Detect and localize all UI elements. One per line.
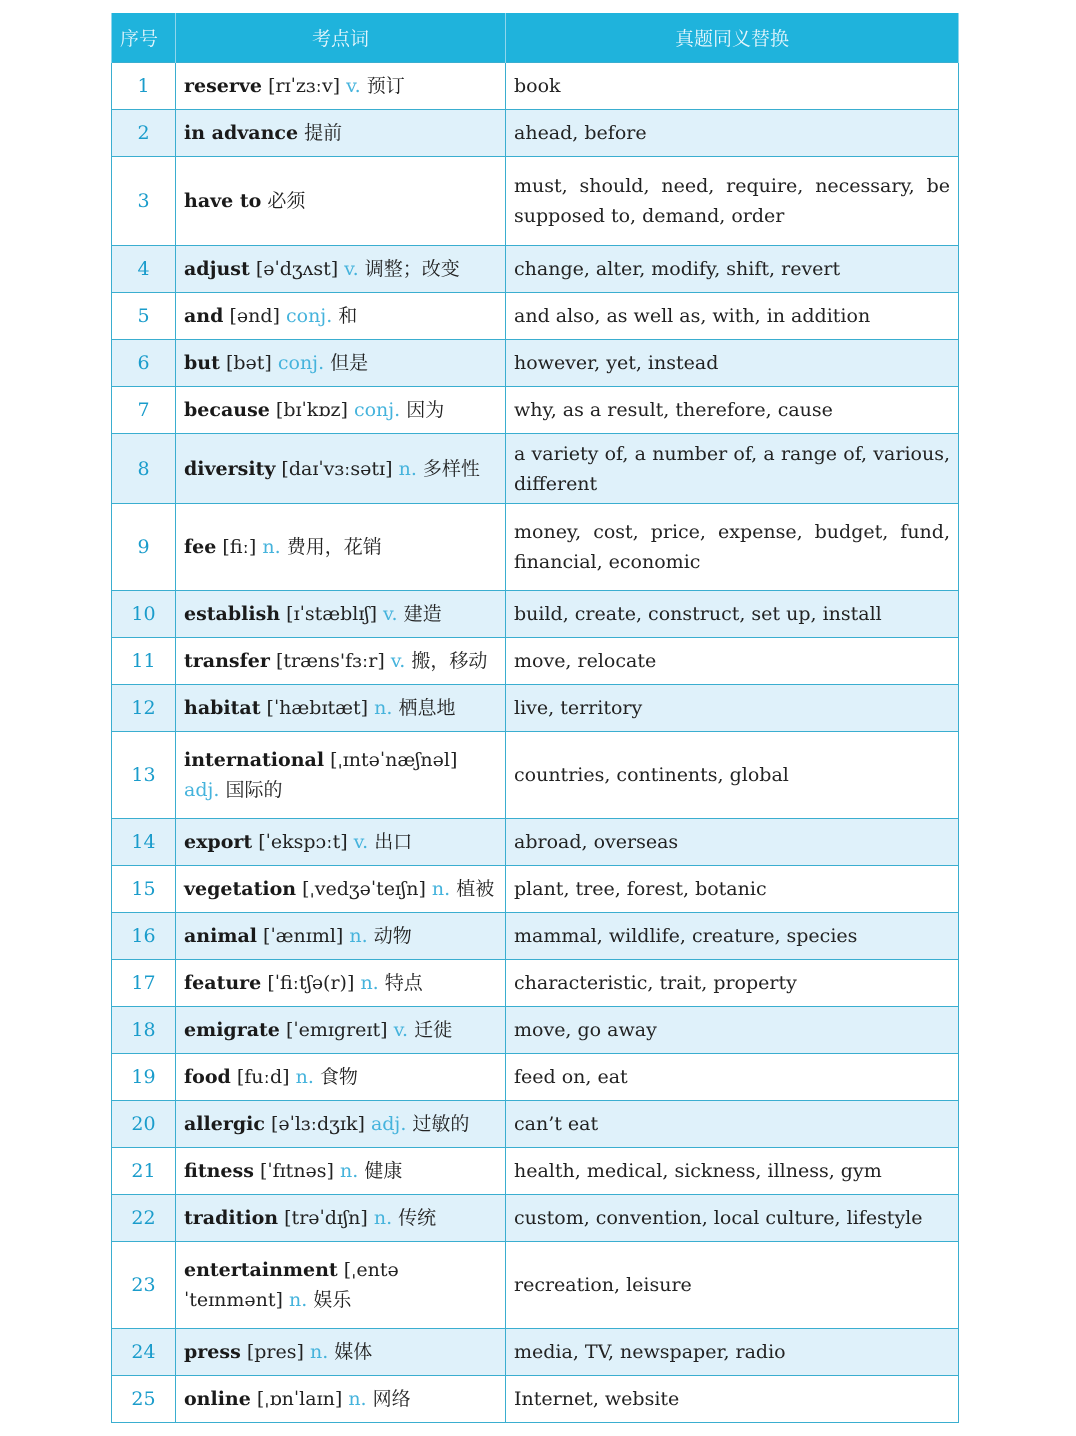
phonetic: [ənd] (229, 305, 280, 327)
keyword-cell (176, 638, 506, 685)
row-number: 6 (112, 340, 176, 387)
keyword: diversity (184, 457, 276, 480)
table-row (112, 866, 959, 913)
synonyms-cell: book (506, 63, 959, 110)
keyword-cell (176, 110, 506, 157)
synonyms-cell: countries, continents, global (506, 732, 959, 819)
synonyms-cell: mammal, wildlife, creature, species (506, 913, 959, 960)
table-row (112, 638, 959, 685)
row-number: 11 (112, 638, 176, 685)
part-of-speech: v. (383, 603, 398, 625)
phonetic: [ˌɒnˈlaɪn] (256, 1388, 343, 1410)
row-number: 24 (112, 1329, 176, 1376)
phonetic: [ˌentəˈteɪnmənt] (184, 1259, 399, 1311)
row-number: 12 (112, 685, 176, 732)
part-of-speech: n. (262, 536, 281, 558)
chinese-meaning: 特点 (384, 972, 423, 994)
keyword-cell (176, 1007, 506, 1054)
chinese-meaning: 健康 (364, 1160, 403, 1182)
synonyms-cell: build, create, construct, set up, install (506, 591, 959, 638)
row-number: 19 (112, 1054, 176, 1101)
keyword-cell (176, 1242, 506, 1329)
chinese-meaning: 搬，移动 (411, 650, 488, 672)
phonetic: [ˈfiːtʃə(r)] (267, 972, 355, 994)
header-synonyms: 真题同义替换 (506, 13, 959, 63)
synonyms-cell: recreation, leisure (506, 1242, 959, 1329)
phonetic: [rɪˈzɜːv] (268, 75, 341, 97)
chinese-meaning: 因为 (406, 399, 445, 421)
phonetic: [əˈlɜːdʒɪk] (270, 1113, 365, 1135)
keyword: food (184, 1066, 231, 1088)
keyword-cell (176, 591, 506, 638)
chinese-meaning: 但是 (330, 352, 369, 374)
phonetic: [ˈemɪgreɪt] (285, 1019, 388, 1041)
keyword: habitat (184, 697, 261, 719)
keyword-cell (176, 340, 506, 387)
row-number: 1 (112, 63, 176, 110)
phonetic: [pres] (246, 1341, 304, 1363)
table-row (112, 1195, 959, 1242)
phonetic: [fiː] (222, 536, 257, 558)
chinese-meaning: 食物 (319, 1066, 358, 1088)
keyword-cell (176, 434, 506, 504)
row-number: 25 (112, 1376, 176, 1423)
row-number: 14 (112, 819, 176, 866)
phonetic: [daɪˈvɜːsətɪ] (281, 457, 393, 480)
chinese-meaning: 植被 (456, 878, 495, 900)
keyword: online (184, 1388, 251, 1410)
part-of-speech: n. (398, 457, 417, 480)
chinese-meaning: 费用，花销 (286, 536, 382, 558)
keyword: vegetation (184, 878, 297, 900)
chinese-meaning: 和 (338, 305, 358, 327)
chinese-meaning: 栖息地 (398, 697, 456, 719)
part-of-speech: n. (340, 1160, 359, 1182)
keyword-cell (176, 1376, 506, 1423)
keyword-cell (176, 685, 506, 732)
row-number: 13 (112, 732, 176, 819)
part-of-speech: conj. (353, 399, 401, 421)
synonyms-cell: ahead, before (506, 110, 959, 157)
keyword: allergic (184, 1113, 265, 1135)
phonetic: [ɪˈstæblɪʃ] (286, 603, 377, 625)
part-of-speech: n. (295, 1066, 314, 1088)
keyword: emigrate (184, 1019, 280, 1041)
keyword: because (184, 399, 270, 421)
keyword: fee (184, 536, 217, 558)
part-of-speech: n. (289, 1289, 308, 1311)
synonyms-cell: must, should, need, require, necessary, be supposed to, demand, order (506, 157, 959, 246)
chinese-meaning: 提前 (304, 122, 343, 144)
keyword: animal (184, 925, 257, 947)
part-of-speech: v. (344, 258, 359, 280)
keyword: reserve (184, 75, 263, 97)
chinese-meaning: 建造 (403, 603, 442, 625)
row-number: 16 (112, 913, 176, 960)
phonetic: [əˈdʒʌst] (255, 258, 339, 280)
table-row (112, 1376, 959, 1423)
keyword-cell (176, 819, 506, 866)
part-of-speech: adj. (370, 1113, 407, 1135)
keyword-cell (176, 913, 506, 960)
table-row (112, 960, 959, 1007)
synonyms-cell: change, alter, modify, shift, revert (506, 246, 959, 293)
table-row (112, 732, 959, 819)
keyword: transfer (184, 650, 270, 672)
phonetic: [bɪˈkɒz] (275, 399, 348, 421)
keyword-cell (176, 732, 506, 819)
synonyms-cell: feed on, eat (506, 1054, 959, 1101)
phonetic: [bət] (225, 352, 272, 374)
chinese-meaning: 预订 (366, 75, 405, 97)
table-row (112, 1101, 959, 1148)
table-row (112, 1054, 959, 1101)
table-row (112, 387, 959, 434)
table-body (112, 63, 959, 1423)
synonyms-cell: and also, as well as, with, in addition (506, 293, 959, 340)
part-of-speech: n. (360, 972, 379, 994)
keyword-cell (176, 504, 506, 591)
chinese-meaning: 多样性 (422, 457, 480, 480)
synonyms-cell: can’t eat (506, 1101, 959, 1148)
table-row (112, 110, 959, 157)
row-number: 23 (112, 1242, 176, 1329)
row-number: 15 (112, 866, 176, 913)
row-number: 17 (112, 960, 176, 1007)
part-of-speech: v. (353, 831, 369, 853)
vocabulary-table (111, 13, 959, 1423)
part-of-speech: conj. (285, 305, 333, 327)
part-of-speech: n. (431, 878, 451, 900)
chinese-meaning: 动物 (373, 925, 412, 947)
keyword-cell (176, 866, 506, 913)
keyword-cell (176, 157, 506, 246)
table-row (112, 340, 959, 387)
keyword: export (184, 831, 253, 853)
keyword: tradition (184, 1207, 279, 1229)
keyword-cell (176, 1329, 506, 1376)
chinese-meaning: 媒体 (334, 1341, 373, 1363)
keyword: entertainment (184, 1259, 338, 1281)
synonyms-cell: characteristic, trait, property (506, 960, 959, 1007)
phonetic: [træns'fɜːr] (275, 650, 385, 672)
synonyms-cell: media, TV, newspaper, radio (506, 1329, 959, 1376)
synonyms-cell: Internet, website (506, 1376, 959, 1423)
chinese-meaning: 娱乐 (313, 1289, 352, 1311)
keyword: have to (184, 190, 262, 212)
phonetic: [trəˈdɪʃn] (284, 1207, 368, 1229)
phonetic: [fuːd] (236, 1066, 290, 1088)
synonyms-cell: money, cost, price, expense, budget, fund, financial, economic (506, 504, 959, 591)
part-of-speech: n. (309, 1341, 329, 1363)
part-of-speech: n. (348, 1388, 367, 1410)
row-number: 7 (112, 387, 176, 434)
keyword-cell (176, 293, 506, 340)
synonyms-cell: plant, tree, forest, botanic (506, 866, 959, 913)
part-of-speech: n. (373, 1207, 393, 1229)
keyword: fitness (184, 1160, 254, 1182)
row-number: 4 (112, 246, 176, 293)
part-of-speech: v. (346, 75, 361, 97)
table-row (112, 434, 959, 504)
table-row (112, 1242, 959, 1329)
keyword-cell (176, 246, 506, 293)
keyword-cell (176, 1148, 506, 1195)
synonyms-cell: abroad, overseas (506, 819, 959, 866)
row-number: 18 (112, 1007, 176, 1054)
row-number: 9 (112, 504, 176, 591)
phonetic: [ˈfɪtnəs] (259, 1160, 334, 1182)
synonyms-cell: health, medical, sickness, illness, gym (506, 1148, 959, 1195)
table-row (112, 591, 959, 638)
row-number: 2 (112, 110, 176, 157)
table-row (112, 1007, 959, 1054)
synonyms-cell: why, as a result, therefore, cause (506, 387, 959, 434)
part-of-speech: v. (390, 650, 406, 672)
phonetic: [ˈekspɔːt] (258, 831, 348, 853)
keyword-cell (176, 63, 506, 110)
row-number: 3 (112, 157, 176, 246)
synonyms-cell: a variety of, a number of, a range of, various, different (506, 434, 959, 504)
chinese-meaning: 过敏的 (412, 1113, 470, 1135)
keyword-cell (176, 1101, 506, 1148)
keyword: in advance (184, 122, 299, 144)
synonyms-cell: move, relocate (506, 638, 959, 685)
phonetic: [ˈænɪml] (263, 925, 344, 947)
chinese-meaning: 调整；改变 (364, 258, 460, 280)
row-number: 5 (112, 293, 176, 340)
chinese-meaning: 出口 (374, 831, 413, 853)
part-of-speech: n. (374, 697, 393, 719)
keyword-cell (176, 960, 506, 1007)
table-row (112, 819, 959, 866)
part-of-speech: adj. (184, 779, 220, 801)
keyword: and (184, 305, 224, 327)
table-row (112, 913, 959, 960)
table-header-row (112, 13, 959, 63)
keyword: press (184, 1341, 241, 1363)
row-number: 21 (112, 1148, 176, 1195)
chinese-meaning: 迁徙 (414, 1019, 453, 1041)
synonyms-cell: custom, convention, local culture, lifestyle (506, 1195, 959, 1242)
phonetic: [ˈhæbɪtæt] (266, 697, 369, 719)
phonetic: [ˌɪntəˈnæʃnəl] (330, 749, 458, 771)
chinese-meaning: 传统 (398, 1207, 437, 1229)
phonetic: [ˌvedʒəˈteɪʃn] (302, 878, 426, 900)
table-row (112, 1148, 959, 1195)
keyword-cell (176, 387, 506, 434)
row-number: 10 (112, 591, 176, 638)
chinese-meaning: 网络 (372, 1388, 411, 1410)
synonyms-cell: move, go away (506, 1007, 959, 1054)
keyword: feature (184, 972, 262, 994)
part-of-speech: conj. (277, 352, 325, 374)
part-of-speech: v. (393, 1019, 409, 1041)
chinese-meaning: 国际的 (225, 779, 283, 801)
table-row (112, 63, 959, 110)
synonyms-cell: live, territory (506, 685, 959, 732)
row-number: 8 (112, 434, 176, 504)
header-keyword: 考点词 (176, 13, 506, 63)
table-row (112, 246, 959, 293)
chinese-meaning: 必须 (267, 190, 306, 212)
keyword: establish (184, 603, 281, 625)
table-row (112, 157, 959, 246)
table-row (112, 685, 959, 732)
keyword-cell (176, 1195, 506, 1242)
row-number: 20 (112, 1101, 176, 1148)
keyword: but (184, 352, 220, 374)
keyword-cell (176, 1054, 506, 1101)
keyword: international (184, 749, 325, 771)
keyword: adjust (184, 258, 250, 280)
synonyms-cell: however, yet, instead (506, 340, 959, 387)
table-row (112, 504, 959, 591)
part-of-speech: n. (349, 925, 368, 947)
table-row (112, 1329, 959, 1376)
header-number: 序号 (112, 13, 176, 63)
row-number: 22 (112, 1195, 176, 1242)
table-row (112, 293, 959, 340)
